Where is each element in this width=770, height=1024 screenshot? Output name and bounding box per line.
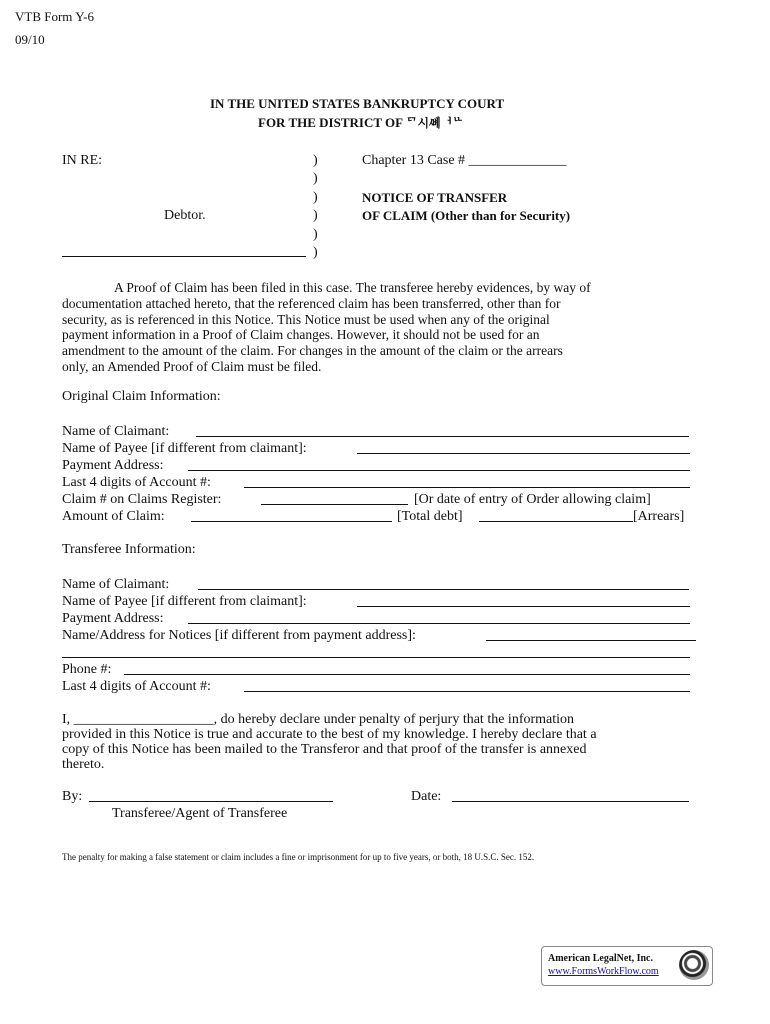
orig-claim-number-label: Claim # on Claims Register: (62, 492, 222, 507)
declaration-line: copy of this Notice has been mailed to the Transferor and that proof of the transfer is annexed (62, 742, 587, 757)
notice-title-line2: OF CLAIM (Other than for Security) (362, 208, 571, 223)
publisher-name: American LegalNet, Inc. (548, 953, 653, 964)
tr-phone-field[interactable] (124, 674, 690, 675)
paragraph-line: documentation attached hereto, that the referenced claim has been transferred, other than for (62, 295, 561, 311)
paren: ) (313, 208, 318, 223)
publisher-link[interactable]: www.FormsWorkFlow.com (548, 966, 659, 977)
tr-name-of-claimant-label: Name of Claimant: (62, 577, 170, 592)
tr-notices-address-field[interactable] (486, 640, 696, 641)
debtor-label: Debtor. (164, 208, 206, 223)
orig-arrears-field[interactable] (479, 521, 633, 522)
by-label: By: (62, 789, 83, 804)
orig-total-debt-field[interactable] (191, 521, 392, 522)
tr-name-of-payee-field[interactable] (357, 606, 690, 607)
orig-claim-number-field[interactable] (261, 504, 408, 505)
publisher-badge (541, 946, 713, 986)
declaration-line: thereto. (62, 757, 105, 772)
form-date: 09/10 (15, 32, 45, 47)
paren: ) (313, 171, 318, 186)
chapter-case-number: Chapter 13 Case # ______________ (362, 153, 567, 168)
tr-notices-address-field-2[interactable] (62, 657, 690, 658)
paren: ) (313, 245, 318, 260)
tr-last4-label: Last 4 digits of Account #: (62, 679, 211, 694)
orig-last4-field[interactable] (244, 487, 690, 488)
tr-notices-address-label: Name/Address for Notices [if different from payment address]: (62, 628, 416, 643)
orig-claim-date-note: [Or date of entry of Order allowing claim] (414, 492, 651, 507)
tr-payment-address-field[interactable] (188, 623, 690, 624)
orig-payment-address-field[interactable] (188, 470, 690, 471)
notice-title-line1: NOTICE OF TRANSFER (362, 190, 508, 205)
tr-last4-field[interactable] (244, 691, 690, 692)
orig-name-of-claimant-label: Name of Claimant: (62, 424, 170, 439)
orig-name-of-claimant-field[interactable] (196, 436, 689, 437)
tr-name-of-payee-label: Name of Payee [if different from claimant]: (62, 594, 307, 609)
paragraph-line: security, as is referenced in this Notice. This Notice must be used when any of the original (62, 311, 550, 327)
signature-line[interactable] (89, 801, 333, 802)
paragraph-line: only, an Amended Proof of Claim must be filed. (62, 358, 322, 374)
penalty-notice: The penalty for making a false statement or claim includes a fine or imprisonment for up to five years, or both, 18 U.S.C. Sec. 152. (62, 852, 535, 862)
orig-name-of-payee-field[interactable] (357, 453, 690, 454)
declaration-line: I, ____________________, do hereby declare under penalty of perjury that the information (62, 712, 575, 727)
original-claim-heading: Original Claim Information: (62, 389, 221, 404)
tr-phone-label: Phone #: (62, 662, 112, 677)
orig-amount-label: Amount of Claim: (62, 509, 165, 524)
orig-payment-address-label: Payment Address: (62, 458, 164, 473)
paragraph-line: amendment to the amount of the claim. For changes in the amount of the claim or the arrears (62, 343, 563, 359)
court-district-label: FOR THE DISTRICT OF (258, 115, 403, 130)
orig-arrears-label: [Arrears] (633, 509, 685, 524)
publisher-logo-icon (679, 950, 709, 980)
paren: ) (313, 153, 318, 168)
tr-payment-address-label: Payment Address: (62, 611, 164, 626)
intro-paragraph (62, 280, 591, 375)
tr-name-of-claimant-field[interactable] (198, 589, 689, 590)
paragraph-line: A Proof of Claim has been filed in this case. The transferee hereby evidences, by way of (114, 280, 591, 295)
date-label: Date: (411, 789, 442, 804)
court-district (258, 115, 464, 131)
form-id: VTB Form Y-6 (15, 9, 94, 24)
signature-caption: Transferee/Agent of Transferee (112, 806, 288, 821)
orig-total-debt-label: [Total debt] (397, 509, 463, 524)
declaration-paragraph (62, 712, 597, 772)
orig-name-of-payee-label: Name of Payee [if different from claimant]: (62, 441, 307, 456)
paren: ) (313, 227, 318, 242)
declaration-line: provided in this Notice is true and accurate to the best of my knowledge. I hereby declare that a (62, 727, 597, 742)
debtor-name-line[interactable] (62, 256, 306, 257)
date-field[interactable] (452, 801, 689, 802)
district-glyphs: ᄗ시ᄲᅨᅥᄔ (405, 116, 464, 130)
in-re-label: IN RE: (62, 153, 103, 168)
transferee-heading: Transferee Information: (62, 542, 196, 557)
orig-last4-label: Last 4 digits of Account #: (62, 475, 211, 490)
paren: ) (313, 190, 318, 205)
paragraph-line: payment information in a Proof of Claim changes. However, it should not be used for an (62, 327, 540, 343)
court-title: IN THE UNITED STATES BANKRUPTCY COURT (210, 96, 505, 111)
